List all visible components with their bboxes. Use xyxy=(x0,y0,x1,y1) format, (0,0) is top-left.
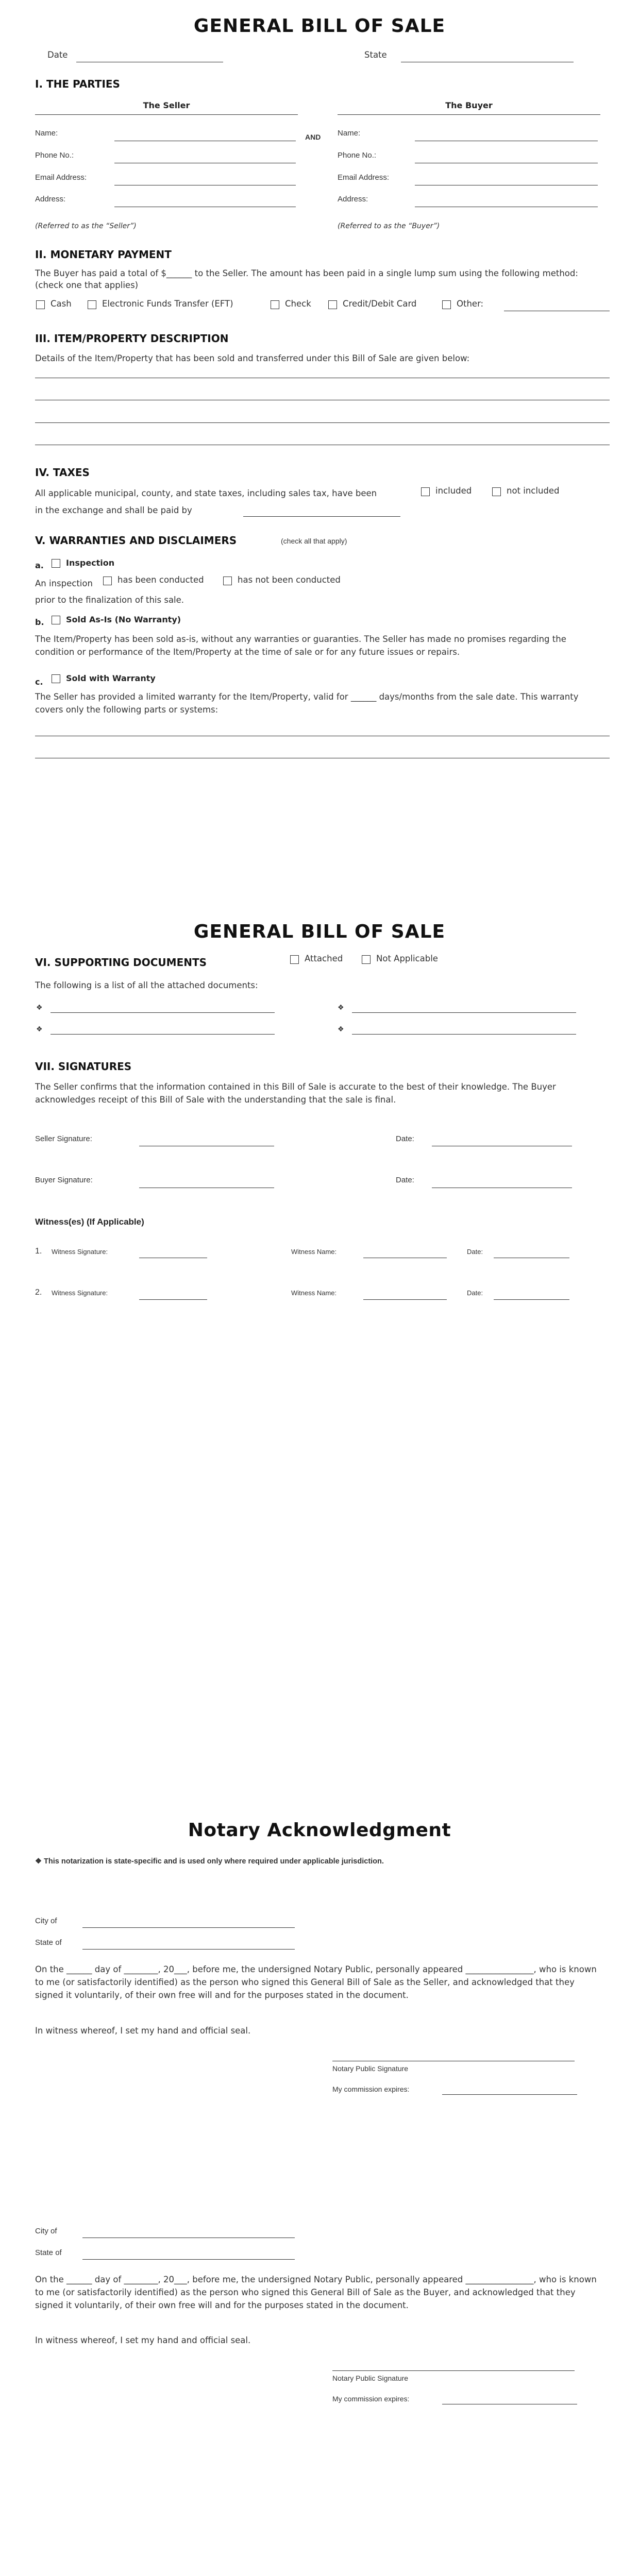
seller-city-label: City of xyxy=(35,1917,57,1925)
witness-2-signature-field[interactable] xyxy=(139,1299,207,1300)
buyer-commission-label: My commission expires: xyxy=(332,2395,410,2403)
cash-label: Cash xyxy=(51,299,72,309)
item-c-marker: c. xyxy=(35,677,43,687)
card-label: Credit/Debit Card xyxy=(343,299,417,309)
not-conducted-label: has not been conducted xyxy=(238,575,341,585)
witness-2-signature-label: Witness Signature: xyxy=(52,1289,108,1297)
warranties-note: (check all that apply) xyxy=(281,537,347,545)
seller-city-field[interactable] xyxy=(82,1927,295,1928)
witness-1-signature-label: Witness Signature: xyxy=(52,1248,108,1256)
buyer-email-label: Email Address: xyxy=(338,173,390,182)
check-checkbox[interactable] xyxy=(271,300,279,309)
conducted-checkbox[interactable] xyxy=(103,577,112,585)
buyer-state-label: State of xyxy=(35,2248,62,2257)
taxes-heading: IV. TAXES xyxy=(35,466,90,479)
buyer-notary-signature-field[interactable] xyxy=(332,2370,575,2371)
payment-note: (check one that applies) xyxy=(35,280,139,290)
warranties-heading: V. WARRANTIES AND DISCLAIMERS xyxy=(35,534,237,547)
buyer-phone-label: Phone No.: xyxy=(338,151,377,160)
not-included-label: not included xyxy=(507,486,560,496)
document-bullet-icon: ❖ xyxy=(36,1025,43,1033)
not-included-checkbox[interactable] xyxy=(492,487,501,496)
document-field[interactable] xyxy=(352,1012,576,1013)
buyer-witness-text: In witness whereof, I set my hand and official seal. xyxy=(35,2335,251,2345)
seller-date-label: Date: xyxy=(396,1134,414,1143)
buyer-notary-signature-label: Notary Public Signature xyxy=(332,2374,409,2382)
item-a-marker: a. xyxy=(35,561,44,570)
seller-commission-field[interactable] xyxy=(442,2094,577,2095)
taxes-paid-by-field[interactable] xyxy=(243,516,400,517)
buyer-heading: The Buyer xyxy=(445,100,493,110)
included-label: included xyxy=(435,486,472,496)
item-b-marker: b. xyxy=(35,617,44,627)
seller-heading-rule xyxy=(35,114,298,115)
taxes-text-1: All applicable municipal, county, and state taxes, including sales tax, have been xyxy=(35,488,377,498)
and-label: AND xyxy=(305,133,321,141)
seller-signature-label: Seller Signature: xyxy=(35,1134,92,1143)
seller-address-label: Address: xyxy=(35,195,66,204)
notary-note: ❖ This notarization is state-specific and is used only where required under applicable jurisdiction. xyxy=(35,1857,384,1866)
as-is-label: Sold As-Is (No Warranty) xyxy=(66,615,181,624)
inspection-label: Inspection xyxy=(66,558,115,568)
parties-heading: I. THE PARTIES xyxy=(35,78,120,90)
warranty-text: The Seller has provided a limited warranty for the Item/Property, valid for ______ days/months from the sale date. This warranty covers only the following parts or systems: xyxy=(35,692,579,715)
witness-2-number: 2. xyxy=(35,1288,42,1297)
buyer-name-label: Name: xyxy=(338,129,361,138)
eft-checkbox[interactable] xyxy=(88,300,96,309)
page-title: GENERAL BILL OF SALE xyxy=(193,15,446,37)
seller-state-label: State of xyxy=(35,1938,62,1947)
eft-label: Electronic Funds Transfer (EFT) xyxy=(102,299,233,309)
cash-checkbox[interactable] xyxy=(36,300,45,309)
signatures-heading: VII. SIGNATURES xyxy=(35,1060,132,1073)
inspection-prior-text: prior to the finalization of this sale. xyxy=(35,595,184,605)
document-bullet-icon: ❖ xyxy=(338,1025,344,1033)
state-label: State xyxy=(364,50,387,60)
witness-2-date-field[interactable] xyxy=(494,1299,569,1300)
document-field[interactable] xyxy=(51,1012,275,1013)
buyer-heading-rule xyxy=(338,114,600,115)
buyer-notary-text: On the ______ day of ________, 20___, before me, the undersigned Notary Public, personally appeared ________________, who is known to me (or satisfactorily identified) as the person who signed this General Bill of Sale as the Buyer, and acknowledged that they signed it voluntarily, of their own free will and for the purposes stated in the document. xyxy=(35,2275,597,2310)
page-title: GENERAL BILL OF SALE xyxy=(193,921,446,942)
witness-1-name-label: Witness Name: xyxy=(291,1248,337,1256)
document-bullet-icon: ❖ xyxy=(36,1004,43,1012)
other-checkbox[interactable] xyxy=(442,300,451,309)
attached-label: Attached xyxy=(305,954,343,963)
documents-text: The following is a list of all the attached documents: xyxy=(35,980,258,990)
seller-heading: The Seller xyxy=(143,100,190,110)
not-applicable-checkbox[interactable] xyxy=(362,955,371,964)
document-bullet-icon: ❖ xyxy=(338,1004,344,1012)
buyer-state-field[interactable] xyxy=(82,2259,295,2260)
item-heading: III. ITEM/PROPERTY DESCRIPTION xyxy=(35,332,229,345)
witness-2-name-field[interactable] xyxy=(363,1299,447,1300)
witness-2-name-label: Witness Name: xyxy=(291,1289,337,1297)
as-is-checkbox[interactable] xyxy=(52,616,60,624)
documents-heading: VI. SUPPORTING DOCUMENTS xyxy=(35,956,207,969)
buyer-reference: (Referred to as the “Buyer”) xyxy=(338,222,440,230)
notary-title: Notary Acknowledgment xyxy=(188,1820,451,1841)
seller-name-label: Name: xyxy=(35,129,58,138)
payment-heading: II. MONETARY PAYMENT xyxy=(35,248,172,261)
as-is-text: The Item/Property has been sold as-is, without any warranties or guaranties. The Seller has made no promises regarding the condition or performance of the Item/Property at the time of sale or for any future issues or repairs. xyxy=(35,634,566,657)
attached-checkbox[interactable] xyxy=(290,955,299,964)
seller-state-field[interactable] xyxy=(82,1949,295,1950)
payment-text: The Buyer has paid a total of $______ to the Seller. The amount has been paid in a single lump sum using the following method: xyxy=(35,268,578,278)
witness-1-date-label: Date: xyxy=(467,1248,483,1256)
item-line[interactable] xyxy=(35,422,610,423)
with-warranty-label: Sold with Warranty xyxy=(66,673,156,683)
buyer-address-label: Address: xyxy=(338,195,368,204)
inspection-text: An inspection xyxy=(35,579,93,588)
document-field[interactable] xyxy=(352,1034,576,1035)
conducted-label: has been conducted xyxy=(117,575,204,585)
included-checkbox[interactable] xyxy=(421,487,430,496)
with-warranty-checkbox[interactable] xyxy=(52,674,60,683)
not-conducted-checkbox[interactable] xyxy=(223,577,232,585)
card-checkbox[interactable] xyxy=(328,300,337,309)
check-label: Check xyxy=(285,299,311,309)
witness-1-number: 1. xyxy=(35,1247,42,1256)
seller-notary-signature-label: Notary Public Signature xyxy=(332,2064,409,2073)
taxes-text-2: in the exchange and shall be paid by xyxy=(35,505,192,515)
date-label: Date xyxy=(47,50,68,60)
seller-phone-label: Phone No.: xyxy=(35,151,74,160)
buyer-date-label: Date: xyxy=(396,1176,414,1184)
seller-witness-text: In witness whereof, I set my hand and official seal. xyxy=(35,2026,251,2036)
witness-2-date-label: Date: xyxy=(467,1289,483,1297)
signatures-text: The Seller confirms that the information contained in this Bill of Sale is accurate to the best of their knowledge. The Buyer acknowledges receipt of this Bill of Sale with the understanding that the sale is final. xyxy=(35,1082,556,1105)
buyer-city-label: City of xyxy=(35,2227,57,2235)
inspection-checkbox[interactable] xyxy=(52,559,60,568)
other-label: Other: xyxy=(457,299,484,309)
seller-commission-label: My commission expires: xyxy=(332,2085,410,2093)
item-text: Details of the Item/Property that has been sold and transferred under this Bill of Sale are given below: xyxy=(35,353,470,363)
seller-notary-text: On the ______ day of ________, 20___, before me, the undersigned Notary Public, personally appeared ________________, who is known to me (or satisfactorily identified) as the person who signed this General Bill of Sale as the Seller, and acknowledged that they signed it voluntarily, of their own free will and for the purposes stated in the document. xyxy=(35,1964,597,2000)
buyer-signature-label: Buyer Signature: xyxy=(35,1176,93,1184)
seller-reference: (Referred to as the “Seller”) xyxy=(35,222,137,230)
not-applicable-label: Not Applicable xyxy=(376,954,438,963)
witness-heading: Witness(es) (If Applicable) xyxy=(35,1217,144,1227)
document-field[interactable] xyxy=(51,1034,275,1035)
seller-email-label: Email Address: xyxy=(35,173,87,182)
